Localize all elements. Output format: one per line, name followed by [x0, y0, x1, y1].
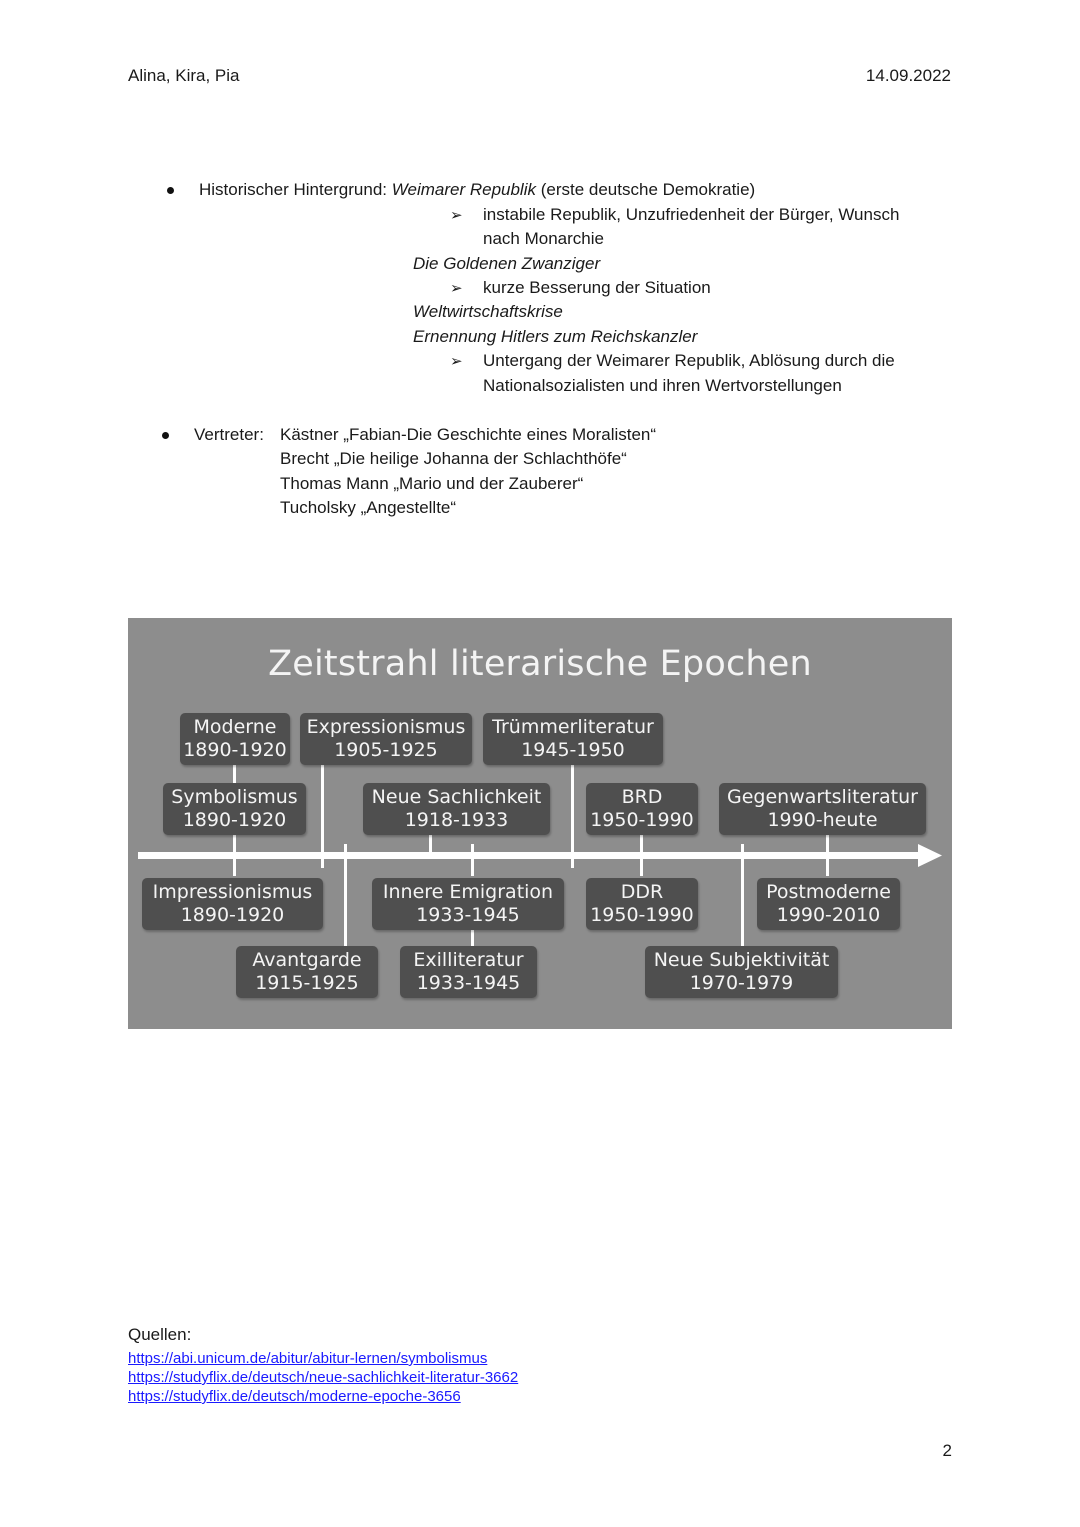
background-line: [199, 180, 755, 200]
epoch-box: Expressionismus 1905-1925: [300, 713, 472, 765]
point1-line2: nach Monarchie: [483, 229, 604, 248]
representative-item: Thomas Mann „Mario und der Zauberer“: [280, 474, 584, 493]
epoch-box: Postmoderne 1990-2010: [757, 878, 900, 930]
point3-line2: Nationalsozialisten und ihren Wertvorstellungen: [483, 376, 842, 395]
representative-item: Brecht „Die heilige Johanna der Schlachthöfe“: [280, 449, 627, 468]
epoch-box: DDR 1950-1990: [586, 878, 698, 930]
point1-line1: instabile Republik, Unzufriedenheit der Bürger, Wunsch: [483, 205, 900, 224]
bullet-icon: [162, 432, 169, 439]
epoch-box: Trümmerliteratur 1945-1950: [483, 713, 663, 765]
world-economic-crisis: Weltwirtschaftskrise: [413, 302, 563, 321]
arrow-icon: ➢: [450, 207, 463, 224]
point2: kurze Besserung der Situation: [483, 278, 711, 297]
background-label: Historischer Hintergrund:: [199, 180, 388, 199]
epoch-box: Neue Subjektivität 1970-1979: [645, 946, 838, 998]
arrow-icon: ➢: [450, 280, 463, 297]
representative-item: Tucholsky „Angestellte“: [280, 498, 457, 517]
source-link[interactable]: https://studyflix.de/deutsch/moderne-epoche-3656: [128, 1388, 461, 1405]
connector: [321, 764, 324, 868]
representatives-label: Vertreter:: [194, 425, 264, 444]
header-date: 14.09.2022: [865, 66, 951, 85]
header-authors: Alina, Kira, Pia: [128, 66, 240, 85]
epoch-box: Neue Sachlichkeit 1918-1933: [363, 783, 550, 835]
page-number: 2: [942, 1441, 952, 1460]
connector: [741, 844, 744, 946]
bullet-icon: [167, 187, 174, 194]
timeline-axis: [138, 852, 924, 859]
weimar-term: Weimarer Republik: [391, 180, 536, 199]
weimar-note: (erste deutsche Demokratie): [540, 180, 756, 199]
sources-label: Quellen:: [128, 1325, 192, 1344]
timeline-title: Zeitstrahl literarische Epochen: [268, 644, 812, 684]
epoch-box: Impressionismus 1890-1920: [142, 878, 323, 930]
connector: [471, 844, 474, 876]
epoch-box: Exilliteratur 1933-1945: [400, 946, 537, 998]
epoch-box: Moderne 1890-1920: [180, 713, 290, 765]
epoch-box: Innere Emigration 1933-1945: [372, 878, 564, 930]
connector: [471, 929, 474, 946]
golden-twenties: Die Goldenen Zwanziger: [413, 254, 601, 273]
connector: [571, 764, 574, 868]
arrow-icon: ➢: [450, 353, 463, 370]
epoch-box: Gegenwartsliteratur 1990-heute: [719, 783, 926, 835]
epoch-box: BRD 1950-1990: [586, 783, 698, 835]
connector: [640, 834, 643, 876]
epoch-box: Symbolismus 1890-1920: [163, 783, 306, 835]
connector: [233, 834, 236, 876]
connector: [429, 834, 432, 856]
connector: [826, 834, 829, 876]
timeline-figure: [128, 618, 952, 1029]
axis-arrowhead-icon: [918, 844, 944, 868]
source-link[interactable]: https://studyflix.de/deutsch/neue-sachlichkeit-literatur-3662: [128, 1369, 519, 1386]
epoch-box: Avantgarde 1915-1925: [236, 946, 378, 998]
connector: [344, 844, 347, 946]
hitler-appointment: Ernennung Hitlers zum Reichskanzler: [413, 327, 698, 346]
point3-line1: Untergang der Weimarer Republik, Ablösung durch die: [483, 351, 895, 370]
representative-item: Kästner „Fabian-Die Geschichte eines Moralisten“: [280, 425, 657, 444]
source-link[interactable]: https://abi.unicum.de/abitur/abitur-lernen/symbolismus: [128, 1350, 488, 1367]
